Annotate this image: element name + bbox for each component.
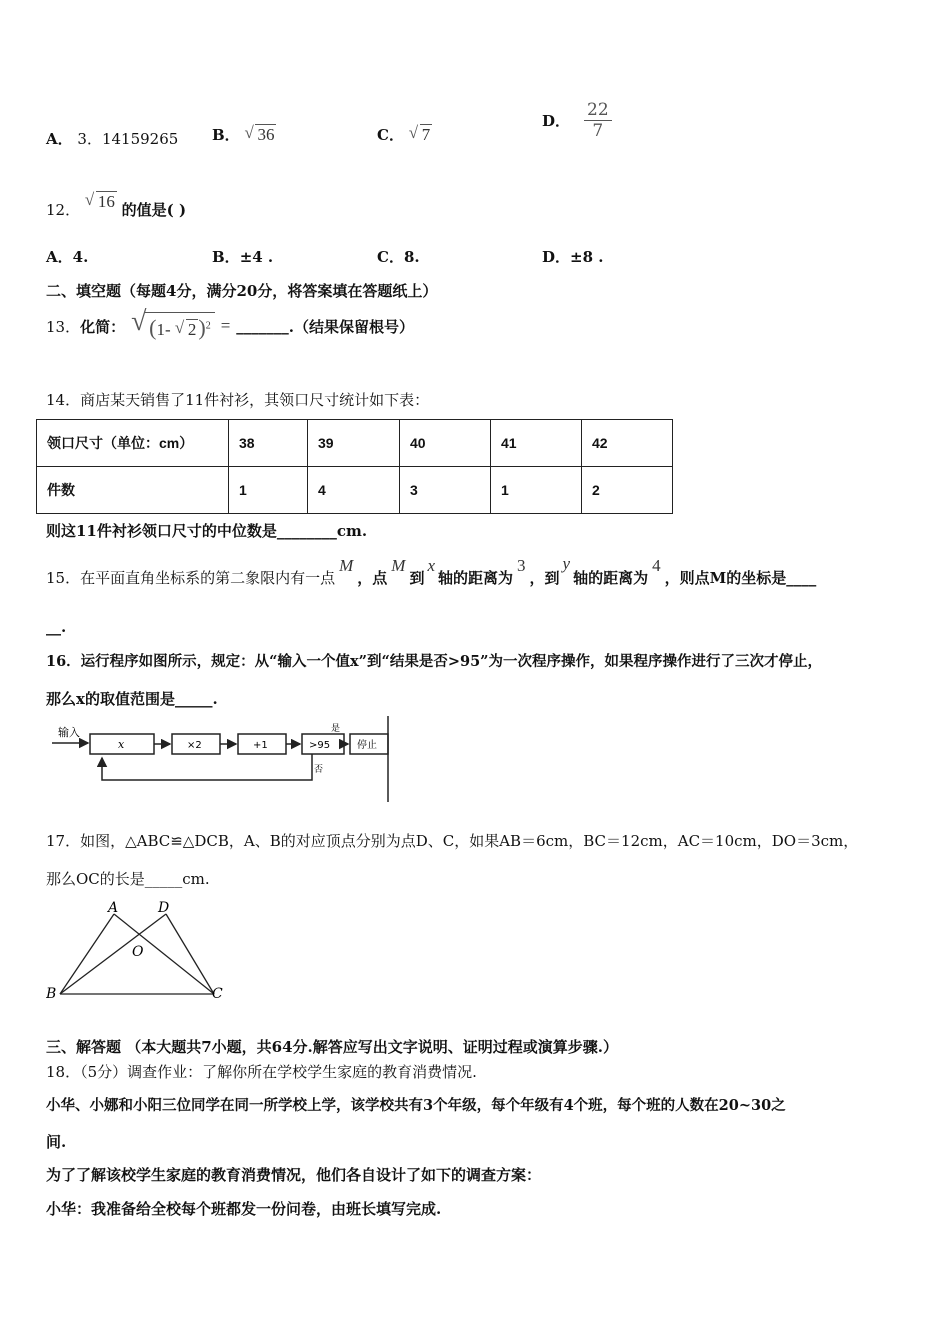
table-cell: 38 [229, 420, 308, 467]
program-flowchart [46, 716, 396, 804]
inner-radicand: 2 [187, 319, 197, 339]
table-cell: 39 [308, 420, 400, 467]
q18-line4: 为了了解该校学生家庭的教育消费情况，他们各自设计了如下的调查方案： [46, 1166, 542, 1184]
label-d: D [158, 900, 170, 916]
option-value: ±8 . [570, 248, 604, 266]
q12-option-b [212, 246, 273, 267]
option-letter: B． [212, 248, 240, 266]
radicand: 36 [257, 125, 275, 144]
option-value: 4. [72, 248, 89, 266]
option-letter: B． [212, 126, 240, 144]
q18-line1: 18．（5分）调查作业：了解你所在学校学生家庭的教育消费情况. [46, 1063, 477, 1081]
nested-sqrt-expression [131, 305, 215, 341]
option-letter: C． [377, 248, 404, 266]
option-letter: C． [377, 126, 404, 144]
sqrt-expression [244, 125, 276, 145]
flow-box-times2-label: ×2 [187, 740, 202, 751]
radicand: 16 [97, 192, 115, 211]
collar-size-table [36, 419, 673, 514]
inner-sqrt [175, 320, 199, 340]
distance-3: 3 [517, 556, 526, 575]
q11-option-a [46, 128, 178, 149]
q11-option-c [377, 124, 432, 145]
text: 到 [409, 569, 425, 587]
q16-line1: 16．运行程序如图所示，规定：从“输入一个值x”到“结果是否>95”为一次程序操作，如果程序操作进行了三次才停止， [46, 653, 823, 670]
q12-option-d [542, 246, 603, 267]
question-number: 13． [46, 317, 81, 336]
triangle-figure [46, 900, 236, 1004]
flow-box-gt95-label: >95 [309, 740, 331, 751]
text: ，到 [529, 569, 560, 587]
option-value: 8. [403, 248, 420, 266]
flow-box-x-label: x [118, 738, 125, 751]
q12-stem [46, 191, 187, 219]
q15-line1 [46, 552, 816, 588]
question-number: 12． [46, 201, 81, 219]
table-row [37, 420, 673, 467]
flow-input-label: 输入 [58, 726, 80, 739]
flow-no-label: 否 [314, 765, 324, 775]
label-c: C [212, 986, 223, 1002]
sqrt-expression [85, 192, 117, 212]
section-2-title: 二、填空题（每题4分，满分20分，将答案填在答题纸上） [46, 282, 438, 300]
text: ，点 [357, 569, 388, 587]
section-3-title: 三、解答题 （本大题共7小题，共64分.解答应写出文字说明、证明过程或演算步骤.） [46, 1038, 618, 1056]
segment-dc [166, 914, 214, 994]
q14-stem: 14．商店某天销售了11件衬衫，其领口尺寸统计如下表： [46, 391, 430, 409]
denominator: 7 [592, 121, 604, 141]
numerator: 22 [584, 100, 612, 121]
q11-option-d [542, 100, 612, 141]
text: 轴的距离为 [573, 569, 649, 587]
q18-line3: 间. [46, 1133, 67, 1151]
question-label: 化简： [80, 317, 126, 336]
table-cell: 3 [400, 467, 491, 514]
text: 15．在平面直角坐标系的第二象限内有一点 [46, 569, 336, 587]
q16-line2: 那么x的取值范围是_____. [46, 690, 218, 708]
text: ，则点M的坐标是____ [664, 569, 817, 587]
axis-y: y [562, 554, 571, 573]
point-m: M [339, 556, 354, 575]
row-header: 领口尺寸（单位：cm） [37, 420, 229, 467]
label-b: B [46, 986, 57, 1002]
exponent: 2 [205, 319, 211, 331]
outer-radicand: (1- √ 2)$^2$ [145, 312, 215, 341]
q12-option-a [46, 246, 88, 267]
q18-line5: 小华：我准备给全校每个班都发一份问卷，由班长填写完成. [46, 1200, 442, 1218]
flow-loop-arrow [102, 754, 312, 780]
flow-yes-label: 是 [331, 724, 341, 734]
expr-term: 1- [156, 319, 171, 339]
q12-option-c [377, 246, 420, 267]
radicand: 7 [421, 125, 431, 144]
answer-blank: _______ [236, 317, 289, 335]
segment-bd [60, 914, 166, 994]
flow-box-plus1-label: +1 [253, 740, 268, 751]
table-cell: 4 [308, 467, 400, 514]
q17-line2: 那么OC的长是_____cm. [46, 870, 210, 888]
label-a: A [108, 900, 119, 916]
point-m: M [391, 556, 406, 575]
q18-line2: 小华、小娜和小阳三位同学在同一所学校上学，该学校共有3个年级，每个年级有4个班，每个班的人数在20~30之 [46, 1097, 786, 1114]
option-letter: D． [542, 112, 571, 130]
equals-sign: = [220, 316, 231, 335]
q14-question: 则这11件衬衫领口尺寸的中位数是________cm. [46, 522, 368, 540]
q11-option-b [212, 124, 276, 145]
table-cell: 40 [400, 420, 491, 467]
option-letter: D． [542, 248, 571, 266]
table-cell: 42 [582, 420, 673, 467]
sqrt-expression [409, 125, 433, 145]
question-text: 的值是( ) [121, 201, 187, 219]
table-cell: 2 [582, 467, 673, 514]
table-row [37, 467, 673, 514]
table-cell: 41 [491, 420, 582, 467]
q13 [46, 306, 414, 346]
q17-line1: 17．如图，△ABC≌△DCB，A、B的对应顶点分别为点D、C，如果AB＝6cm，BC＝12cm，AC＝10cm，DO＝3cm， [46, 832, 859, 850]
option-value: ±4 . [239, 248, 274, 266]
option-value: 3．14159265 [77, 130, 179, 148]
segment-ac [114, 914, 214, 994]
sqrt-sign: √ [131, 305, 147, 337]
option-letter: A． [46, 248, 73, 266]
q15-line2: __. [46, 618, 67, 636]
table-cell: 1 [491, 467, 582, 514]
axis-x: x [427, 556, 436, 575]
distance-4: 4 [652, 556, 661, 575]
table-cell: 1 [229, 467, 308, 514]
segment-ab [60, 914, 114, 994]
flow-stop-label: 停止 [357, 740, 377, 751]
text: 轴的距离为 [438, 569, 514, 587]
label-o: O [132, 944, 144, 960]
question-note: .（结果保留根号） [288, 317, 415, 336]
fraction [584, 100, 612, 141]
option-letter: A． [46, 130, 73, 148]
row-header: 件数 [37, 467, 229, 514]
